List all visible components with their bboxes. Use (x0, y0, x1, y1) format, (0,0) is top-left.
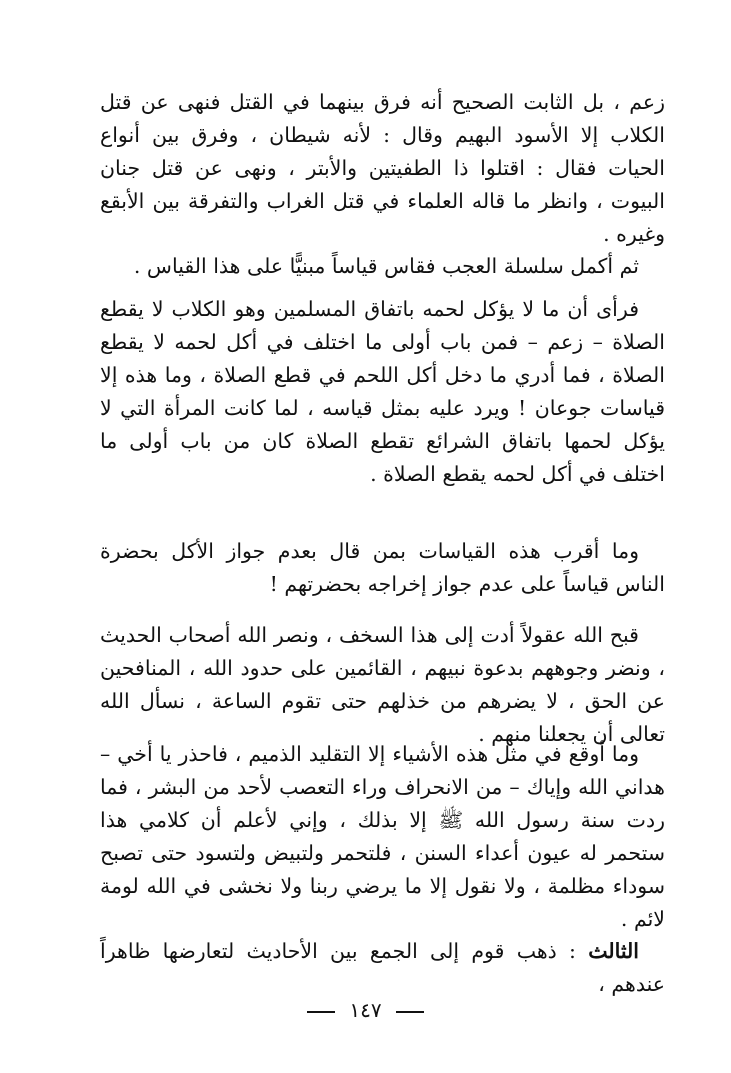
paragraph-text: ثم أكمل سلسلة العجب فقاس قياساً مبنيًّا على هذا القياس . (133, 254, 639, 278)
paragraph-3 (100, 293, 665, 491)
paragraph-text: زعم ، بل الثابت الصحيح أنه فرق بينهما في القتل فنهى عن قتل الكلاب إلا الأسود البهيم وقال : لأنه شيطان ، وفرق بين أنواع الحيات فقال : اقتلوا ذا الطفيتين والأبتر ، ونهى عن قتل جنان البيوت ، وانظر ما قاله العلماء في قتل الغراب والتفرقة بين الأبقع وغيره . (100, 90, 665, 246)
paragraph-7 (100, 935, 665, 1001)
paragraph-text-rest: : ذهب قوم إلى الجمع بين الأحاديث لتعارضها ظاهراً عندهم ، (100, 939, 665, 996)
footer-dash-left (396, 1011, 424, 1013)
paragraph-2 (100, 250, 665, 283)
paragraph-5 (100, 619, 665, 751)
paragraph-text: قبح الله عقولاً أدت إلى هذا السخف ، ونصر الله أصحاب الحديث ، ونضر وجوههم بدعوة نبيهم ، القائمين على حدود الله ، المنافحين عن الحق ، لا يضرهم من خذلهم حتى تقوم الساعة ، نسأل الله تعالى أن يجعلنا منهم . (100, 623, 665, 746)
page-number: ١٤٧ (349, 998, 382, 1022)
paragraph-text: وما أقرب هذه القياسات بمن قال بعدم جواز الأكل بحضرة الناس قياساً على عدم جواز إخراجه بحضرتهم ! (100, 539, 665, 596)
paragraph-text (100, 935, 665, 1001)
footer-dash-right (307, 1011, 335, 1013)
paragraph-1 (100, 86, 665, 251)
page-footer (0, 998, 731, 1022)
section-lead: الثالث (588, 939, 639, 963)
paragraph-text: فرأى أن ما لا يؤكل لحمه باتفاق المسلمين وهو الكلاب لا يقطع الصلاة – زعم – فمن باب أولى ما اختلف في أكل لحمه لا يقطع الصلاة ، فما أدري ما دخل أكل اللحم في قطع الصلاة ، وما هذه إلا قياسات جوعان ! ويرد عليه بمثل قياسه ، لما كانت المرأة التي لا يؤكل لحمها باتفاق الشرائع تقطع الصلاة كان من باب أولى ما اختلف في أكل لحمه يقطع الصلاة . (100, 297, 665, 486)
paragraph-6 (100, 738, 665, 936)
paragraph-4 (100, 535, 665, 601)
paragraph-text: وما أوقع في مثل هذه الأشياء إلا التقليد الذميم ، فاحذر يا أخي – هداني الله وإياك – من الانحراف وراء التعصب لأحد من البشر ، فما ردت سنة رسول الله ﷺ إلا بذلك ، وإني لأعلم أن كلامي هذا ستحمر له عيون أعداء السنن ، فلتحمر ولتبيض ولتسود حتى تصبح سوداء مظلمة ، ولا نقول إلا ما يرضي ربنا ولا نخشى في الله لومة لائم . (100, 742, 665, 931)
